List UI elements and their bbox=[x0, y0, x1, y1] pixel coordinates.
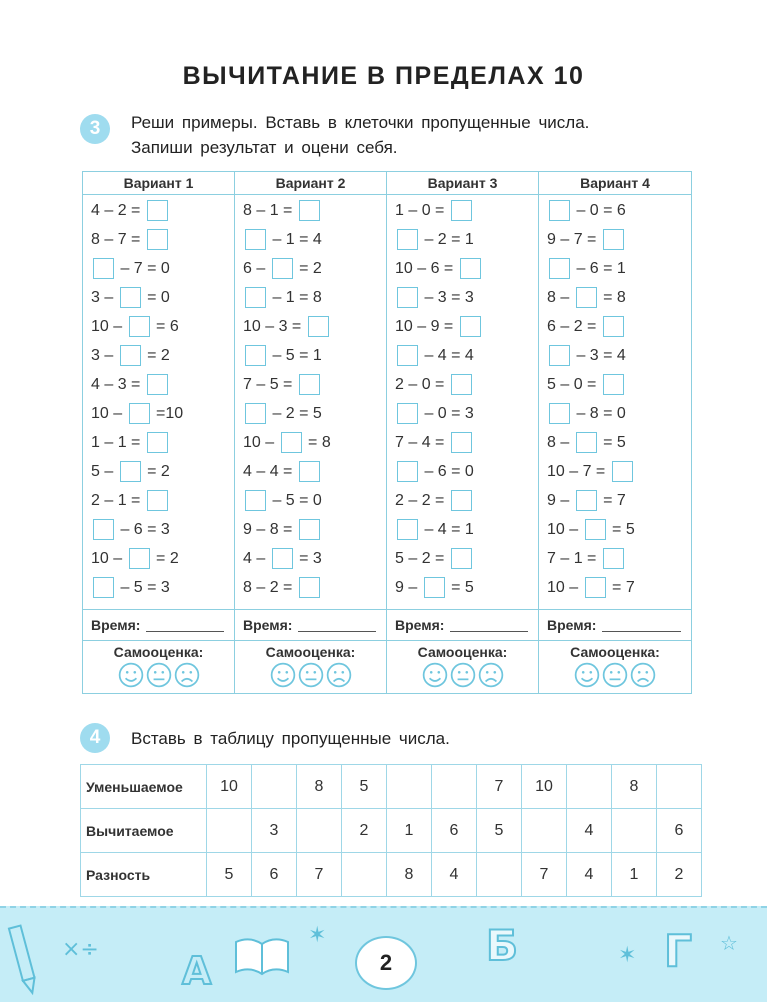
equation-text: 4 – 4 = bbox=[243, 462, 297, 480]
equation-text: = 8 bbox=[303, 433, 331, 451]
equation-text: 4 – 2 = bbox=[91, 201, 145, 219]
equation-text: 7 – 4 = bbox=[395, 433, 449, 451]
answer-box[interactable] bbox=[299, 374, 320, 395]
variants-grid bbox=[82, 171, 692, 694]
time-field bbox=[539, 609, 691, 641]
equation-row bbox=[83, 254, 234, 283]
equation-text: – 1 = 8 bbox=[268, 288, 322, 306]
table-cell: 3 bbox=[252, 809, 297, 853]
time-field bbox=[387, 609, 538, 641]
face-happy-icon[interactable] bbox=[574, 662, 600, 688]
table-cell[interactable] bbox=[342, 853, 387, 897]
face-happy-icon[interactable] bbox=[270, 662, 296, 688]
equation-row bbox=[83, 225, 234, 254]
time-input-line[interactable] bbox=[298, 619, 376, 632]
equation-row bbox=[539, 428, 691, 457]
table-cell: 6 bbox=[252, 853, 297, 897]
svg-text:✶: ✶ bbox=[618, 943, 637, 968]
answer-box[interactable] bbox=[245, 345, 266, 366]
answer-box[interactable] bbox=[397, 519, 418, 540]
letter-g-icon bbox=[660, 922, 700, 974]
equation-text: 3 – bbox=[91, 288, 118, 306]
face-neutral-icon[interactable] bbox=[602, 662, 628, 688]
answer-box[interactable] bbox=[612, 461, 633, 482]
equation-text: 6 – bbox=[243, 259, 270, 277]
self-assessment-label: Самооценка: bbox=[417, 644, 508, 660]
equation-row bbox=[235, 196, 386, 225]
answer-box[interactable] bbox=[245, 403, 266, 424]
equation-text: – 5 = 1 bbox=[268, 346, 322, 364]
equation-text: = 7 bbox=[607, 578, 635, 596]
equation-text: – 0 = 6 bbox=[572, 201, 626, 219]
answer-box[interactable] bbox=[460, 316, 481, 337]
equation-text: 4 – bbox=[243, 549, 270, 567]
time-label: Время: bbox=[547, 617, 597, 633]
equation-text: 7 – 5 = bbox=[243, 375, 297, 393]
answer-box[interactable] bbox=[603, 229, 624, 250]
answer-box[interactable] bbox=[397, 229, 418, 250]
task-4-instruction: Вставь в таблицу пропущенные числа. bbox=[131, 729, 450, 748]
equation-row bbox=[235, 457, 386, 486]
equation-row bbox=[539, 457, 691, 486]
task-3-line-2: Запиши результат и оцени себя. bbox=[131, 138, 398, 157]
table-cell: 4 bbox=[432, 853, 477, 897]
equation-text: 8 – 2 = bbox=[243, 578, 297, 596]
equation-row bbox=[83, 196, 234, 225]
table-cell: 8 bbox=[387, 853, 432, 897]
answer-box[interactable] bbox=[549, 345, 570, 366]
equation-row bbox=[83, 370, 234, 399]
equation-text: – 7 = 0 bbox=[116, 259, 170, 277]
equation-row bbox=[83, 312, 234, 341]
answer-box[interactable] bbox=[460, 258, 481, 279]
svg-text:Б: Б bbox=[486, 921, 519, 968]
time-field bbox=[235, 609, 386, 641]
variant-title: Вариант 4 bbox=[539, 172, 691, 195]
equation-row bbox=[235, 225, 386, 254]
answer-box[interactable] bbox=[299, 200, 320, 221]
variant-title: Вариант 3 bbox=[387, 172, 538, 195]
equation-row bbox=[387, 486, 538, 515]
answer-box[interactable] bbox=[299, 519, 320, 540]
equation-row bbox=[539, 515, 691, 544]
answer-box[interactable] bbox=[93, 258, 114, 279]
table-cell[interactable] bbox=[477, 853, 522, 897]
variant-column bbox=[387, 172, 539, 693]
equation-row bbox=[539, 341, 691, 370]
answer-box[interactable] bbox=[451, 200, 472, 221]
equation-text: 5 – 2 = bbox=[395, 549, 449, 567]
answer-box[interactable] bbox=[549, 403, 570, 424]
answer-box[interactable] bbox=[585, 577, 606, 598]
equation-text: 10 – 3 = bbox=[243, 317, 306, 335]
equation-row bbox=[387, 283, 538, 312]
star-icon bbox=[304, 918, 334, 948]
equation-text: =10 bbox=[151, 404, 184, 422]
table-cell[interactable] bbox=[207, 809, 252, 853]
answer-box[interactable] bbox=[576, 432, 597, 453]
equation-text: – 2 = 5 bbox=[268, 404, 322, 422]
letter-a-icon bbox=[178, 946, 218, 990]
variant-column bbox=[539, 172, 691, 693]
equation-text: 7 – 1 = bbox=[547, 549, 601, 567]
equation-row bbox=[235, 370, 386, 399]
equation-row bbox=[83, 486, 234, 515]
equation-text: – 0 = 3 bbox=[420, 404, 474, 422]
answer-box[interactable] bbox=[397, 345, 418, 366]
svg-text:A: A bbox=[182, 949, 212, 990]
star-outline-icon bbox=[716, 926, 746, 956]
equation-text: = 2 bbox=[294, 259, 322, 277]
answer-box[interactable] bbox=[93, 519, 114, 540]
face-neutral-icon[interactable] bbox=[298, 662, 324, 688]
task-3-line-1: Реши примеры. Вставь в клеточки пропущенные числа. bbox=[131, 113, 590, 132]
answer-box[interactable] bbox=[397, 461, 418, 482]
star-icon bbox=[614, 938, 644, 968]
equation-row bbox=[387, 573, 538, 602]
table-cell: 8 bbox=[612, 765, 657, 809]
answer-box[interactable] bbox=[272, 258, 293, 279]
answer-box[interactable] bbox=[549, 258, 570, 279]
faces-row bbox=[83, 662, 234, 688]
equation-text: 8 – bbox=[547, 288, 574, 306]
table-row bbox=[81, 765, 702, 809]
answer-box[interactable] bbox=[147, 229, 168, 250]
time-label: Время: bbox=[243, 617, 293, 633]
equation-text: 9 – bbox=[547, 491, 574, 509]
face-sad-icon[interactable] bbox=[630, 662, 656, 688]
equation-row bbox=[235, 486, 386, 515]
equation-text: – 5 = 3 bbox=[116, 578, 170, 596]
equation-row bbox=[387, 515, 538, 544]
table-cell: 2 bbox=[342, 809, 387, 853]
table-cell: 10 bbox=[207, 765, 252, 809]
equation-row bbox=[539, 486, 691, 515]
face-sad-icon[interactable] bbox=[326, 662, 352, 688]
svg-text:☆: ☆ bbox=[720, 931, 738, 955]
table-cell: 7 bbox=[522, 853, 567, 897]
equation-text: = 0 bbox=[142, 288, 170, 306]
equation-text: – 1 = 4 bbox=[268, 230, 322, 248]
equation-row bbox=[235, 341, 386, 370]
page-number: 2 bbox=[355, 936, 417, 990]
equation-text: 1 – 0 = bbox=[395, 201, 449, 219]
task-4-badge: 4 bbox=[80, 723, 110, 753]
equation-text: – 6 = 0 bbox=[420, 462, 474, 480]
answer-box[interactable] bbox=[147, 432, 168, 453]
equation-row bbox=[235, 254, 386, 283]
table-cell: 5 bbox=[342, 765, 387, 809]
table-cell[interactable] bbox=[432, 765, 477, 809]
equation-text: 8 – 1 = bbox=[243, 201, 297, 219]
answer-box[interactable] bbox=[451, 374, 472, 395]
equation-row bbox=[539, 254, 691, 283]
face-happy-icon[interactable] bbox=[118, 662, 144, 688]
variant-title: Вариант 1 bbox=[83, 172, 234, 195]
equation-text: = 3 bbox=[294, 549, 322, 567]
table-row bbox=[81, 809, 702, 853]
table-cell[interactable] bbox=[657, 765, 702, 809]
equation-row bbox=[387, 341, 538, 370]
table-cell[interactable] bbox=[297, 809, 342, 853]
equation-text: 10 – 7 = bbox=[547, 462, 610, 480]
page-title: ВЫЧИТАНИЕ В ПРЕДЕЛАХ 10 bbox=[182, 62, 585, 90]
equation-row bbox=[539, 283, 691, 312]
table-cell: 10 bbox=[522, 765, 567, 809]
equation-text: 10 – 9 = bbox=[395, 317, 458, 335]
equation-text: 10 – bbox=[547, 578, 583, 596]
table-cell: 1 bbox=[612, 853, 657, 897]
equation-text: 6 – 2 = bbox=[547, 317, 601, 335]
equation-text: = 2 bbox=[142, 462, 170, 480]
svg-text:×÷: ×÷ bbox=[62, 937, 99, 962]
equation-row bbox=[235, 544, 386, 573]
answer-box[interactable] bbox=[245, 229, 266, 250]
equation-row bbox=[235, 399, 386, 428]
equation-row bbox=[83, 341, 234, 370]
svg-text:Г: Г bbox=[664, 926, 693, 974]
equation-text: 10 – bbox=[91, 404, 127, 422]
answer-box[interactable] bbox=[397, 287, 418, 308]
self-assessment-label: Самооценка: bbox=[570, 644, 660, 660]
variant-title: Вариант 2 bbox=[235, 172, 386, 195]
answer-box[interactable] bbox=[281, 432, 302, 453]
equation-text: 10 – bbox=[91, 317, 127, 335]
answer-box[interactable] bbox=[147, 374, 168, 395]
answer-box[interactable] bbox=[129, 316, 150, 337]
answer-box[interactable] bbox=[451, 432, 472, 453]
table-cell: 7 bbox=[477, 765, 522, 809]
self-assessment bbox=[83, 640, 234, 688]
math-signs-icon bbox=[60, 928, 120, 968]
equation-row bbox=[83, 283, 234, 312]
book-icon bbox=[232, 932, 292, 978]
equation-row bbox=[539, 225, 691, 254]
equation-text: – 2 = 1 bbox=[420, 230, 474, 248]
time-input-line[interactable] bbox=[450, 619, 528, 632]
table-cell: 8 bbox=[297, 765, 342, 809]
equation-text: 2 – 2 = bbox=[395, 491, 449, 509]
answer-box[interactable] bbox=[120, 461, 141, 482]
self-assessment-label: Самооценка: bbox=[265, 644, 356, 660]
answer-box[interactable] bbox=[576, 490, 597, 511]
equation-text: – 5 = 0 bbox=[268, 491, 322, 509]
equation-text: 8 – 7 = bbox=[91, 230, 145, 248]
equation-text: – 3 = 4 bbox=[572, 346, 626, 364]
equation-text: = 5 bbox=[446, 578, 474, 596]
equation-text: 10 – bbox=[547, 520, 583, 538]
table-cell[interactable] bbox=[522, 809, 567, 853]
time-field bbox=[83, 609, 234, 641]
variant-column bbox=[235, 172, 387, 693]
equation-text: 1 – 1 = bbox=[91, 433, 145, 451]
equation-text: 10 – bbox=[91, 549, 127, 567]
equation-row bbox=[387, 399, 538, 428]
answer-box[interactable] bbox=[299, 577, 320, 598]
answer-box[interactable] bbox=[576, 287, 597, 308]
self-assessment-label: Самооценка: bbox=[113, 644, 204, 660]
equation-row bbox=[539, 312, 691, 341]
answer-box[interactable] bbox=[129, 403, 150, 424]
answer-box[interactable] bbox=[129, 548, 150, 569]
svg-text:✶: ✶ bbox=[308, 923, 327, 948]
equation-row bbox=[235, 515, 386, 544]
subtraction-table bbox=[80, 764, 702, 897]
table-cell[interactable] bbox=[252, 765, 297, 809]
answer-box[interactable] bbox=[603, 316, 624, 337]
answer-box[interactable] bbox=[147, 200, 168, 221]
equation-row bbox=[387, 312, 538, 341]
equation-row bbox=[539, 573, 691, 602]
equation-text: – 3 = 3 bbox=[420, 288, 474, 306]
answer-box[interactable] bbox=[299, 461, 320, 482]
equation-row bbox=[235, 428, 386, 457]
equation-row bbox=[235, 573, 386, 602]
equation-row bbox=[387, 225, 538, 254]
table-cell: 4 bbox=[567, 809, 612, 853]
equation-row bbox=[539, 544, 691, 573]
equation-row bbox=[235, 312, 386, 341]
faces-row bbox=[387, 662, 538, 688]
equation-row bbox=[387, 428, 538, 457]
answer-box[interactable] bbox=[603, 548, 624, 569]
table-cell[interactable] bbox=[612, 809, 657, 853]
equation-text: 9 – 8 = bbox=[243, 520, 297, 538]
equation-row bbox=[539, 399, 691, 428]
equation-row bbox=[83, 428, 234, 457]
answer-box[interactable] bbox=[93, 577, 114, 598]
table-cell: 6 bbox=[432, 809, 477, 853]
equation-text: = 2 bbox=[142, 346, 170, 364]
equation-text: = 6 bbox=[151, 317, 179, 335]
letter-b-icon bbox=[484, 918, 524, 968]
table-cell[interactable] bbox=[387, 765, 432, 809]
equation-row bbox=[83, 515, 234, 544]
faces-row bbox=[235, 662, 386, 688]
equation-row bbox=[83, 457, 234, 486]
equation-text: = 2 bbox=[151, 549, 179, 567]
table-row bbox=[81, 853, 702, 897]
pencil-icon bbox=[6, 918, 40, 998]
equation-text: – 4 = 4 bbox=[420, 346, 474, 364]
row-header: Разность bbox=[81, 853, 207, 897]
equation-text: 4 – 3 = bbox=[91, 375, 145, 393]
faces-row bbox=[539, 662, 691, 688]
time-label: Время: bbox=[91, 617, 141, 633]
row-header: Вычитаемое bbox=[81, 809, 207, 853]
equation-row bbox=[83, 573, 234, 602]
face-happy-icon[interactable] bbox=[422, 662, 448, 688]
equation-row bbox=[387, 457, 538, 486]
self-assessment bbox=[387, 640, 538, 688]
equation-row bbox=[387, 254, 538, 283]
answer-box[interactable] bbox=[120, 345, 141, 366]
face-sad-icon[interactable] bbox=[478, 662, 504, 688]
equation-text: 8 – bbox=[547, 433, 574, 451]
equation-text: 5 – 0 = bbox=[547, 375, 601, 393]
table-cell: 5 bbox=[477, 809, 522, 853]
equation-row bbox=[387, 370, 538, 399]
equation-text: = 8 bbox=[598, 288, 626, 306]
equation-text: 9 – bbox=[395, 578, 422, 596]
equation-text: 3 – bbox=[91, 346, 118, 364]
task-3-instruction bbox=[131, 110, 589, 160]
self-assessment bbox=[235, 640, 386, 688]
equation-row bbox=[539, 196, 691, 225]
equation-text: 2 – 1 = bbox=[91, 491, 145, 509]
answer-box[interactable] bbox=[603, 374, 624, 395]
table-cell: 1 bbox=[387, 809, 432, 853]
self-assessment bbox=[539, 640, 691, 688]
equation-text: 10 – 6 = bbox=[395, 259, 458, 277]
table-cell: 2 bbox=[657, 853, 702, 897]
face-neutral-icon[interactable] bbox=[450, 662, 476, 688]
equation-row bbox=[387, 196, 538, 225]
answer-box[interactable] bbox=[308, 316, 329, 337]
time-input-line[interactable] bbox=[602, 619, 681, 632]
answer-box[interactable] bbox=[451, 490, 472, 511]
answer-box[interactable] bbox=[147, 490, 168, 511]
equation-text: = 7 bbox=[598, 491, 626, 509]
answer-box[interactable] bbox=[272, 548, 293, 569]
equation-row bbox=[387, 544, 538, 573]
task-3-badge: 3 bbox=[80, 114, 110, 144]
table-cell: 7 bbox=[297, 853, 342, 897]
answer-box[interactable] bbox=[549, 200, 570, 221]
equation-row bbox=[235, 283, 386, 312]
table-cell: 4 bbox=[567, 853, 612, 897]
equation-text: 5 – bbox=[91, 462, 118, 480]
time-label: Время: bbox=[395, 617, 445, 633]
equation-text: = 5 bbox=[607, 520, 635, 538]
answer-box[interactable] bbox=[120, 287, 141, 308]
table-cell: 6 bbox=[657, 809, 702, 853]
table-cell[interactable] bbox=[567, 765, 612, 809]
variant-column bbox=[83, 172, 235, 693]
table-cell: 5 bbox=[207, 853, 252, 897]
equation-text: – 4 = 1 bbox=[420, 520, 474, 538]
row-header: Уменьшаемое bbox=[81, 765, 207, 809]
face-neutral-icon[interactable] bbox=[146, 662, 172, 688]
answer-box[interactable] bbox=[424, 577, 445, 598]
equation-row bbox=[83, 399, 234, 428]
answer-box[interactable] bbox=[397, 403, 418, 424]
answer-box[interactable] bbox=[585, 519, 606, 540]
equation-text: = 5 bbox=[598, 433, 626, 451]
face-sad-icon[interactable] bbox=[174, 662, 200, 688]
equation-text: 2 – 0 = bbox=[395, 375, 449, 393]
equation-text: – 6 = 3 bbox=[116, 520, 170, 538]
equation-text: 9 – 7 = bbox=[547, 230, 601, 248]
equation-text: – 8 = 0 bbox=[572, 404, 626, 422]
answer-box[interactable] bbox=[451, 548, 472, 569]
time-input-line[interactable] bbox=[146, 619, 224, 632]
answer-box[interactable] bbox=[245, 287, 266, 308]
equation-text: 10 – bbox=[243, 433, 279, 451]
equation-row bbox=[539, 370, 691, 399]
answer-box[interactable] bbox=[245, 490, 266, 511]
equation-text: – 6 = 1 bbox=[572, 259, 626, 277]
equation-row bbox=[83, 544, 234, 573]
